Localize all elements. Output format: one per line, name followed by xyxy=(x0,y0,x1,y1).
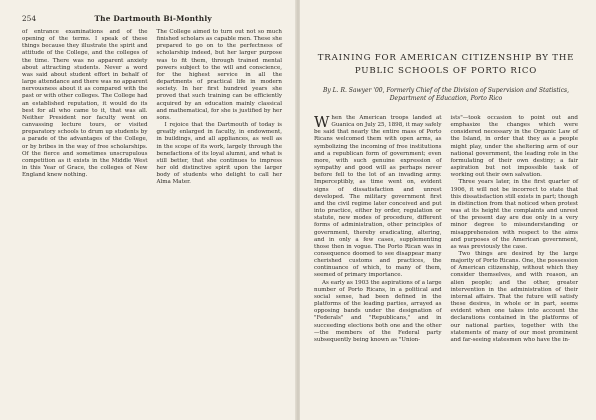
paragraph: of entrance examinations and of the opening of the terms. I speak of these things because they illustrate the spirit and attitude of the College, and the colleges of the time. There was no apparent anxiety about attracting students. Never a word was said about student effort in behalf of large attendance and there was no apparent nervousness about it as compared with the past or with other colleges. The College had an established reputation, it would do its best for all who came to it, that was all. Neither President nor faculty went on canvassing lecture tours, or visited preparatory schools to drum up students by a parade of the advantages of the College, or by bribes in the way of free scholarships. Of the fierce and sometimes unscrupulous competition as it exists in the Middle West in this Year of Grace, the colleges of New England knew nothing. xyxy=(22,29,148,179)
left-columns xyxy=(22,29,282,186)
opening-paragraph: When the American troops landed at Guanica on July 25, 1898, it may safely be said that nearly the entire mass of Porto Ricans welcomed them with open arms, as symbolizing the incoming of free institutions and a republican form of government; even more, with such genuine expression of sympathy and good will as perhaps never before fell to the lot of an invading army. Imperceptibly, as time went on, evident signs of dissatisfaction and unrest developed. The military government first and the civil regime later conceived and put into practice, either by order, regulation or statute, new modes of procedure, different forms of administration, other principles of government, thereby eradicating, altering, and in only a few cases, supplementing those then in vogue. The Porto Rican was in consequence doomed to see disappear many cherished customs and practices, the continuance of which, to many of them, seemed of primary importance. xyxy=(314,113,442,279)
journal-title: The Dartmouth Bi-Monthly xyxy=(94,14,212,23)
paragraph: The College aimed to turn out not so much finished scholars as capable men. These she prepared to go on to the perfectness of scholarship indeed, but her larger purpose was to fit them, through trained mental powers subject to the will and conscience, for the highest service in all the departments of practical life in modern society. In her first hundred years she proved that such training can be efficiently acquired by an education mainly classical and mathematical, for she is justified by her sons. xyxy=(156,29,282,121)
right-columns xyxy=(314,115,578,344)
page-number: 254 xyxy=(22,14,37,23)
paragraph: Two things are desired by the large majority of Porto Ricans. One, the possession of American citizenship, without which they consider themselves, and with reason, an alien people; and the other, greater intervention in the administration of their internal affairs. That the future will satisfy these desires, in whole or in part, seems evident when one takes into account the declarations contained in the platforms of our national parties, together with the statements of many of our most prominent and far-seeing statesmen who have the in- xyxy=(450,250,578,343)
paragraph: ists"—took occasion to point out and emphasize the changes which were considered necessary in the Organic Law of the Island, in order that they as a people might play, under the sheltering arm of our national government, the leading role in the formulating of their own destiny; a fair aspiration but not impossible task of working out their own salvation. xyxy=(450,115,578,179)
article-title xyxy=(314,52,578,77)
left-column-2 xyxy=(157,29,283,186)
title-line-2: PUBLIC SCHOOLS OF PORTO RICO xyxy=(354,65,538,76)
paragraph: I rejoice that the Dartmouth of today is greatly enlarged in faculty, in endowment, in buildings, and all appliances, as well as in the scope of its work, largely through the benefactions of its loyal alumni, and what is still better, that she continues to impress her old distinctive spirit upon the larger body of students who delight to call her Alma Mater. xyxy=(156,122,282,186)
left-column-1 xyxy=(22,29,148,186)
paragraph: As early as 1903 the aspirations of a large number of Porto Ricans, in a political and social sense, had been defined in the platforms of the leading parties, arrayed as opposing bands under the designation of "Federals" and "Republicans," and in succeeding elections both one and the other —the members of the Federal party subsequently being known as "Union- xyxy=(314,279,442,343)
right-column-2 xyxy=(451,115,579,344)
left-page xyxy=(0,0,296,420)
byline: By L. R. Sawyer '00, Formerly Chief of the Division of Supervision and Statistics, Department of Education, Porto Rico xyxy=(322,87,570,102)
paragraph: Three years later, in the first quarter of 1906, it will not be incorrect to state that this dissatisfaction still exists in part; though in distinction from that noticed when protest was at its height the complaints and unrest of the present day are due only in a very minor degree to misunderstanding or misapprehension with respect to the aims and purposes of the American government, as was previously the case. xyxy=(450,179,578,250)
running-head xyxy=(22,14,282,23)
right-column-1 xyxy=(314,115,442,344)
title-line-1: TRAINING FOR AMERICAN CITIZENSHIP BY THE xyxy=(317,53,575,63)
right-page xyxy=(300,0,596,420)
